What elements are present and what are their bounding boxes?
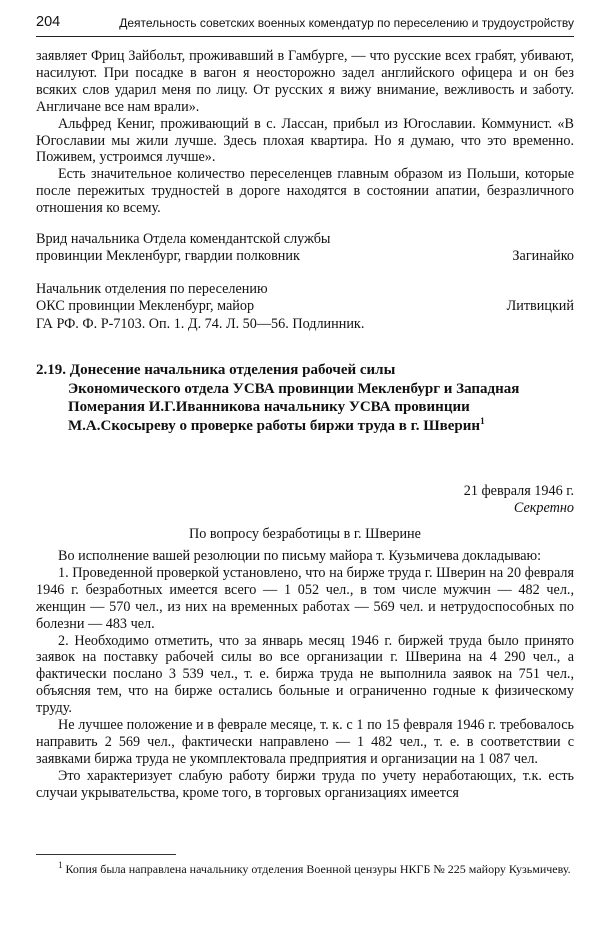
body-paragraph: 2. Необходимо отметить, что за январь месяц 1946 г. биржей труда было принято заявок на поставку рабочей силы во все организации г. Шверина на 4 290 чел., а фактически послано 3 539 чел., т. е. биржа труда не выполнила заявок на 751 чел., объясняя тем, что на бирже остались больные и ограниченно годные к физическому труду. bbox=[36, 632, 574, 717]
body-paragraph: Это характеризует слабую работу биржи труда по учету неработающих, т.к. есть случаи укрывательства, кроме того, в торговых организациях имеется bbox=[36, 767, 574, 801]
date-block bbox=[464, 483, 574, 517]
document-title-rest: Экономического отдела УСВА провинции Мекленбург и Западная Померания И.Г.Иванникова начальнику УСВА провинции М.А.Скосыреву о проверке работы биржи труда в г. Шверин bbox=[68, 380, 520, 434]
signatory-title: провинции Мекленбург, гвардии полковник bbox=[36, 248, 300, 264]
document-title-first: Донесение начальника отделения рабочей силы bbox=[69, 362, 396, 378]
body-paragraph: Во исполнение вашей резолюции по письму майора т. Кузьмичева докладываю: bbox=[58, 548, 542, 564]
footnote-number: 1 bbox=[58, 860, 63, 870]
intro-section bbox=[36, 48, 574, 217]
body-paragraph: 1. Проведенной проверкой установлено, что на бирже труда г. Шверин на 20 февраля 1946 г. безработных имеется всего — 1 052 чел., в том числе мужчин — 482 чел., женщин — 570 чел., из них на временных работах — 569 чел. и нетрудоспособных по болезни — 483 чел. bbox=[36, 564, 574, 632]
body-section bbox=[36, 548, 574, 802]
document-number: 2.19. bbox=[36, 362, 66, 378]
signatory-title: ОКС провинции Мекленбург, майор bbox=[36, 298, 255, 314]
intro-paragraph: Альфред Кениг, проживающий в с. Лассан, прибыл из Югославии. Коммунист. «В Югославии мы жили лучше. Здесь плохая квартира. Но я думаю, что это временно. Поживем, устроимся лучше». bbox=[36, 115, 574, 166]
body-paragraph: Не лучшее положение и в феврале месяце, т. к. с 1 по 15 февраля 1946 г. требовалось направить 2 569 чел., фактически направлено — 1 482 чел., т. е. в соответствии с заявками биржа труда не укомплектовала предприятия и организации на 1 087 чел. bbox=[36, 717, 574, 767]
intro-paragraph: Есть значительное количество переселенцев главным образом из Польши, которые после пережитых трудностей в дороге находятся в состоянии апатии, безразличного отношения ко всему. bbox=[36, 166, 574, 217]
footnote-mark: 1 bbox=[480, 415, 485, 426]
signatory-title: Врид начальника Отдела комендантской службы bbox=[36, 231, 331, 247]
signatory-name: Загинайко bbox=[512, 248, 574, 264]
intro-paragraph: заявляет Фриц Зайбольт, проживавший в Гамбурге, — что русские всех грабят, убивают, насилуют. При посадке в вагон я неосторожно задел английского офицера и он без всяких слов ударил меня по лицу. От русских я вижу внимание, вежливость и заботу. Англичане все нам врали». bbox=[36, 48, 574, 115]
signature-block bbox=[36, 231, 574, 265]
running-header bbox=[36, 14, 574, 37]
signatory-title: Начальник отделения по переселению bbox=[36, 281, 268, 297]
archive-reference: ГА РФ. Ф. Р-7103. Оп. 1. Д. 74. Л. 50—56. Подлинник. bbox=[36, 316, 365, 332]
footnote-text: Копия была направлена начальнику отделения Военной цензуры НКГБ № 225 майору Кузьмичеву. bbox=[65, 862, 571, 876]
document-subject: По вопросу безработицы в г. Шверине bbox=[189, 526, 421, 542]
classification: Секретно bbox=[513, 500, 574, 516]
page-number: 204 bbox=[36, 14, 61, 30]
footnote-divider bbox=[36, 854, 176, 855]
document-title bbox=[36, 361, 574, 435]
signatory-name: Литвицкий bbox=[506, 298, 574, 314]
running-title: Деятельность советских военных комендатур по переселению и трудоустройству bbox=[119, 16, 574, 30]
footnote bbox=[36, 862, 576, 877]
document-date: 21 февраля 1946 г. bbox=[463, 483, 574, 499]
signature-block bbox=[36, 281, 574, 315]
